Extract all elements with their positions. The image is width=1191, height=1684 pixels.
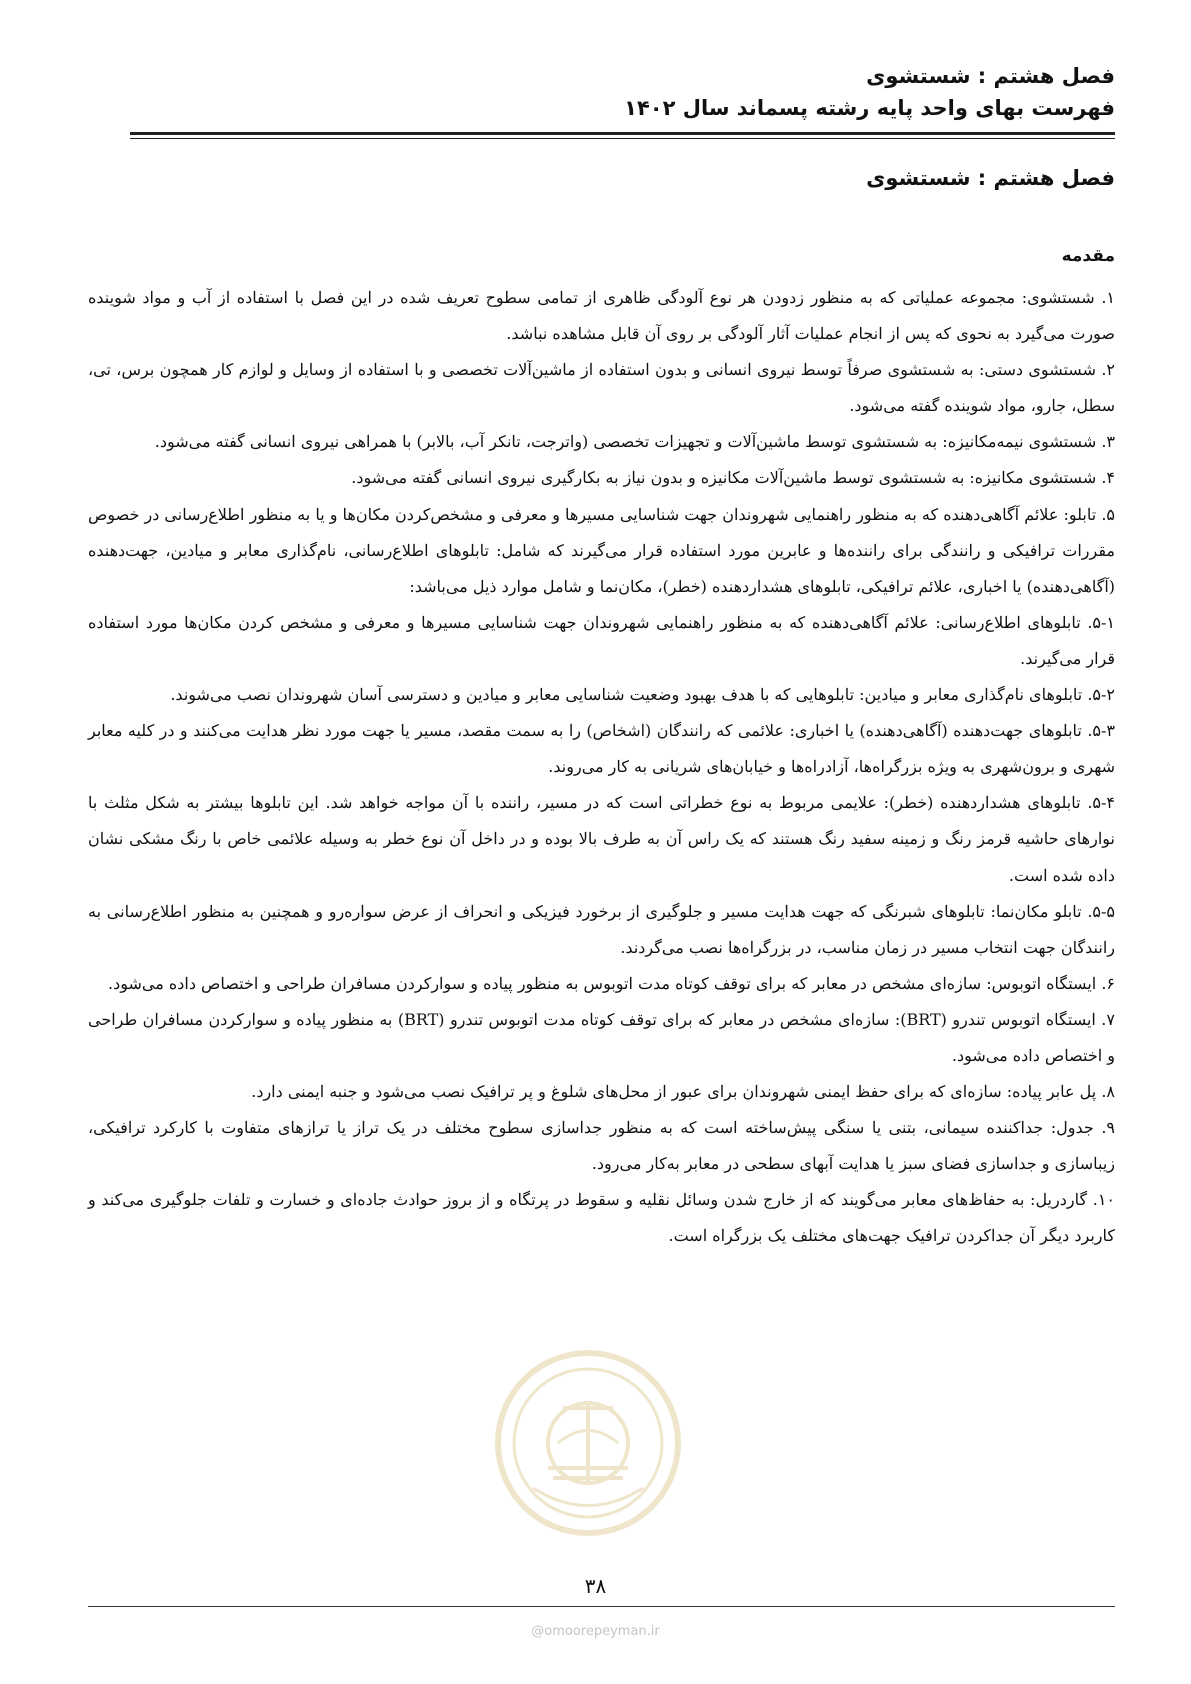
paragraph-5: ۵. تابلو: علائم آگاهی‌دهنده که به منظور راهنمایی شهروندان جهت شناسایی مسیرها و معرفی و مشخص‌کردن مکان‌ها و یا به منظور اطلاع‌رسانی در خصوص مقررات ترافیکی و رانندگی برای راننده‌ها و عابرین مورد استفاده قرار می‌گیرند که شامل: تابلوهای اطلاع‌رسانی، نام‌گذاری معابر و میادین، جهت‌دهنده (آگاهی‌دهنده) یا اخباری، علائم ترافیکی، تابلوهای هشداردهنده (خطر)، مکان‌نما و شامل موارد ذیل می‌باشد:: [88, 504, 1115, 596]
page-number: ۳۸: [584, 1574, 607, 1598]
header-divider-thin: [130, 138, 1115, 139]
body-text: [88, 280, 1115, 1255]
paragraph-8: ۸. پل عابر پیاده: سازه‌ای که برای حفظ ایمنی شهروندان برای عبور از محل‌های شلوغ و پر ترافیک نصب می‌شود و جنبه ایمنی دارد.: [251, 1082, 1115, 1102]
paragraph-7: ۷. ایستگاه اتوبوس تندرو (BRT): سازه‌ای مشخص در معابر که برای توقف کوتاه مدت اتوبوس تندرو (BRT) به منظور پیاده و سوارکردن مسافران طراحی و اختصاص داده می‌شود.: [88, 1009, 1115, 1065]
seal-icon: [493, 1348, 683, 1538]
chapter-title: فصل هشتم : شستشوی: [866, 166, 1115, 190]
paragraph-10: ۱۰. گاردریل: به حفاظ‌های معابر می‌گویند که از خارج شدن وسائل نقلیه و سقوط در پرتگاه و از بروز حوادث جاده‌ای و خسارت و تلفات جلوگیری می‌کند و کاربرد دیگر آن جداکردن ترافیک جهت‌های مختلف یک بزرگراه است.: [88, 1190, 1115, 1246]
intro-heading: مقدمه: [1061, 246, 1115, 266]
paragraph-5-5: ۵-۵. تابلو مکان‌نما: تابلوهای شبرنگی که جهت هدایت مسیر و جلوگیری از برخورد فیزیکی و انحراف از عرض سواره‌رو و همچنین به منظور اطلاع‌رسانی به رانندگان جهت انتخاب مسیر در زمان مناسب، در بزرگراه‌ها نصب می‌گردند.: [88, 901, 1115, 957]
paragraph-1: ۱. شستشوی: مجموعه عملیاتی که به منظور زدودن هر نوع آلودگی ظاهری از تمامی سطوح تعریف شده در این فصل با استفاده از آب و مواد شوینده صورت می‌گیرد به نحوی که پس از انجام عملیات آثار آلودگی بر روی آن قابل مشاهده نباشد.: [88, 288, 1115, 344]
paragraph-9: ۹. جدول: جداکننده سیمانی، بتنی یا سنگی پیش‌ساخته است که به منظور جداسازی سطوح مختلف در یک تراز یا ترازهای متفاوت با کارکرد ترافیکی، زیباسازی و جداسازی فضای سبز یا هدایت آبهای سطحی در معابر به‌کار می‌رود.: [88, 1118, 1115, 1174]
paragraph-6: ۶. ایستگاه اتوبوس: سازه‌ای مشخص در معابر که برای توقف کوتاه مدت اتوبوس به منظور پیاده و سوارکردن مسافران طراحی و اختصاص داده می‌شود.: [108, 973, 1115, 993]
header-document-title: فهرست بهای واحد پایه رشته پسماند سال ۱۴۰۲: [624, 96, 1115, 120]
paragraph-4: ۴. شستشوی مکانیزه: به شستشوی توسط ماشین‌آلات مکانیزه و بدون نیاز به بکارگیری نیروی انسانی گفته می‌شود.: [351, 468, 1115, 488]
footer-site-link: @omoorepeyman.ir: [531, 1624, 660, 1639]
footer-divider: [88, 1606, 1115, 1607]
paragraph-3: ۳. شستشوی نیمه‌مکانیزه: به شستشوی توسط ماشین‌آلات و تجهیزات تخصصی (واترجت، تانکر آب، بالابر) با همراهی نیروی انسانی گفته می‌شود.: [154, 432, 1115, 452]
paragraph-5-1: ۵-۱. تابلوهای اطلاع‌رسانی: علائم آگاهی‌دهنده که به منظور راهنمایی شهروندان جهت شناسایی مسیرها و معرفی و مشخص کردن مکان‌ها مورد استفاده قرار می‌گیرند.: [88, 612, 1115, 668]
paragraph-5-4: ۵-۴. تابلوهای هشداردهنده (خطر): علایمی مربوط به نوع خطراتی است که در مسیر، راننده با آن مواجه خواهد شد. این تابلوها بیشتر به شکل مثلث با نوارهای حاشیه قرمز رنگ و زمینه سفید رنگ هستند که یک راس آن به طرف بالا بوده و در داخل آن نوع خطر به وسیله علائمی خاص با رنگ مشکی نشان داده شده است.: [88, 793, 1116, 885]
page-header: [130, 60, 1115, 124]
paragraph-5-2: ۵-۲. تابلوهای نام‌گذاری معابر و میادین: تابلوهایی که با هدف بهبود وضعیت شناسایی معابر و میادین و دسترسی آسان شهروندان نصب می‌شوند.: [170, 685, 1115, 705]
header-divider-thick: [130, 132, 1115, 135]
paragraph-2: ۲. شستشوی دستی: به شستشوی صرفاً توسط نیروی انسانی و بدون استفاده از ماشین‌آلات تخصصی و با استفاده از وسایل و لوازم کار همچون برس، تی، سطل، جارو، مواد شوینده گفته می‌شود.: [88, 360, 1115, 416]
paragraph-5-3: ۵-۳. تابلوهای جهت‌دهنده (آگاهی‌دهنده) یا اخباری: علائمی که رانندگان (اشخاص) را به سمت مقصد، مسیر یا جهت مورد نظر هدایت می‌کنند و در کلیه معابر شهری و برون‌شهری به ویژه بزرگراه‌ها، آزادراه‌ها و خیابان‌های شریانی به کار می‌روند.: [88, 721, 1115, 777]
header-chapter-line: فصل هشتم : شستشوی: [866, 64, 1115, 88]
